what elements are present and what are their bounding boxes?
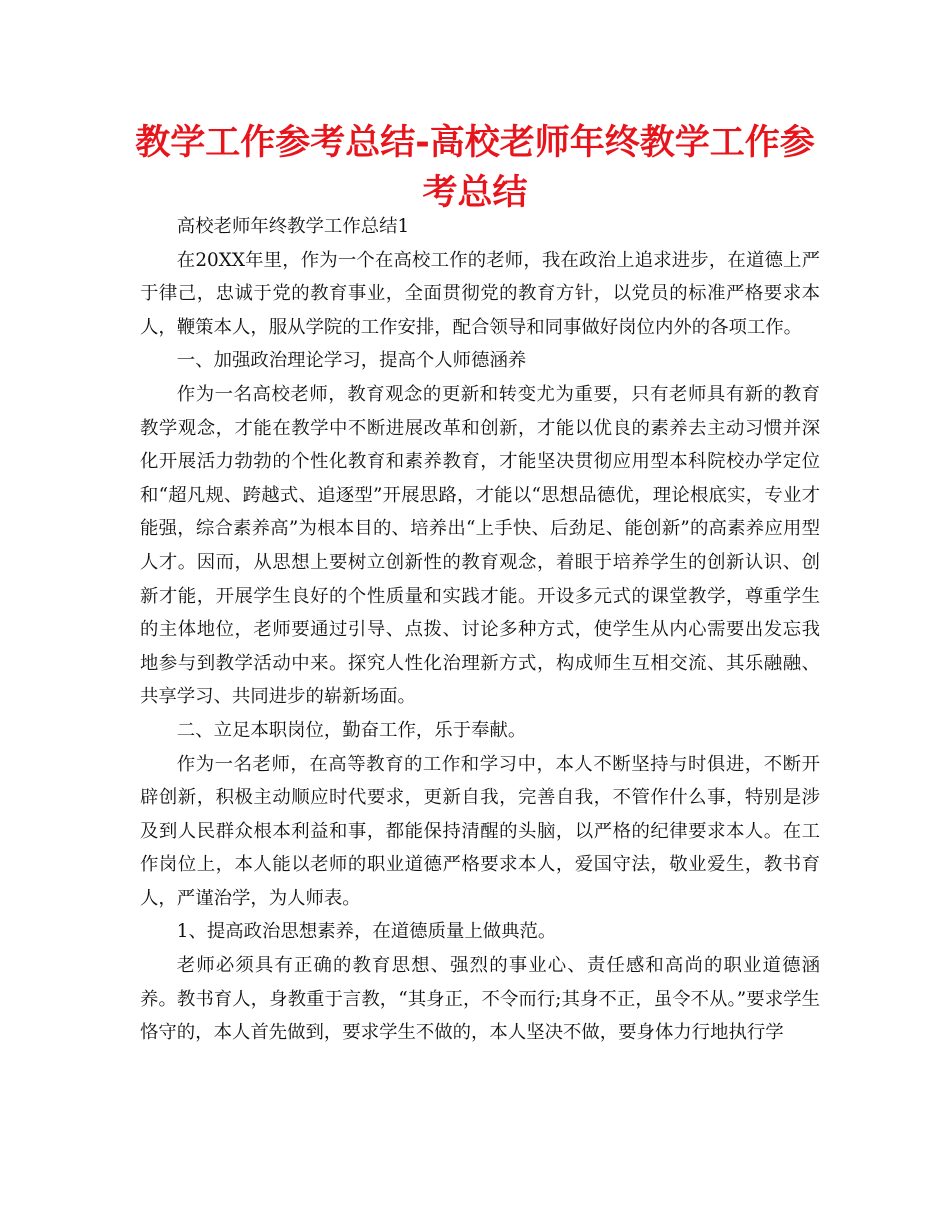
paragraph-section-1: 作为一名高校老师，教育观念的更新和转变尤为重要，只有老师具有新的教育教学观念，才能在教学中不断进展改革和创新，才能以优良的素养去主动习惯并深化开展活力勃勃的个性化教育和素养教育，才能坚决贯彻应用型本科院校办学定位和“超凡规、跨越式、追逐型”开展思路，才能以“思想品德优，理论根底实，专业才能强，综合素养高”为根本目的、培养出“上手快、后劲足、能创新”的高素养应用型人才。因而，从思想上要树立创新性的教育观念，着眼于培养学生的创新认识、创新才能，开展学生良好的个性质量和实践才能。开设多元式的课堂教学，尊重学生的主体地位，老师要通过引导、点拨、讨论多种方式，使学生从内心需要出发忘我地参与到教学活动中来。探究人性化治理新方式，构成师生互相交流、其乐融融、共享学习、共同进步的崭新场面。 (140, 383, 820, 708)
paragraph-section-2: 作为一名老师，在高等教育的工作和学习中，本人不断坚持与时俱进，不断开辟创新，积极主动顺应时代要求，更新自我，完善自我，不管作什么事，特别是涉及到人民群众根本利益和事，都能保持清醒的头脑，以严格的纪律要求本人。在工作岗位上，本人能以老师的职业道德严格要求本人，爱国守法，敬业爱生，教书育人，严谨治学，为人师表。 (140, 753, 820, 909)
section-heading-2: 二、立足本职岗位，勤奋工作，乐于奉献。 (176, 719, 527, 741)
paragraph-subtitle: 高校老师年终教学工作总结1 (176, 216, 410, 237)
subsection-heading-1: 1、提高政治思想素养，在道德质量上做典范。 (176, 921, 557, 943)
document-title: 教学工作参考总结-高校老师年终教学工作参考总结 (135, 123, 815, 213)
section-heading-1: 一、加强政治理论学习，提高个人师德涵养 (176, 350, 527, 372)
paragraph-intro: 在20XX年里，作为一个在高校工作的老师，我在政治上追求进步，在道德上严于律己，忠诚于党的教育事业，全面贯彻党的教育方针，以党员的标准严格要求本人，鞭策本人，服从学院的工作安排，配合领导和同事做好岗位内外的各项工作。 (140, 249, 820, 338)
document-body (140, 210, 820, 1050)
paragraph-subsection-1: 老师必须具有正确的教育思想、强烈的事业心、责任感和高尚的职业道德涵养。教书育人，身教重于言教，“其身正，不令而行;其身不正，虽令不从。”要求学生恪守的，本人首先做到，要求学生不做的，本人坚决不做，要身体力行地执行学 (140, 955, 820, 1044)
